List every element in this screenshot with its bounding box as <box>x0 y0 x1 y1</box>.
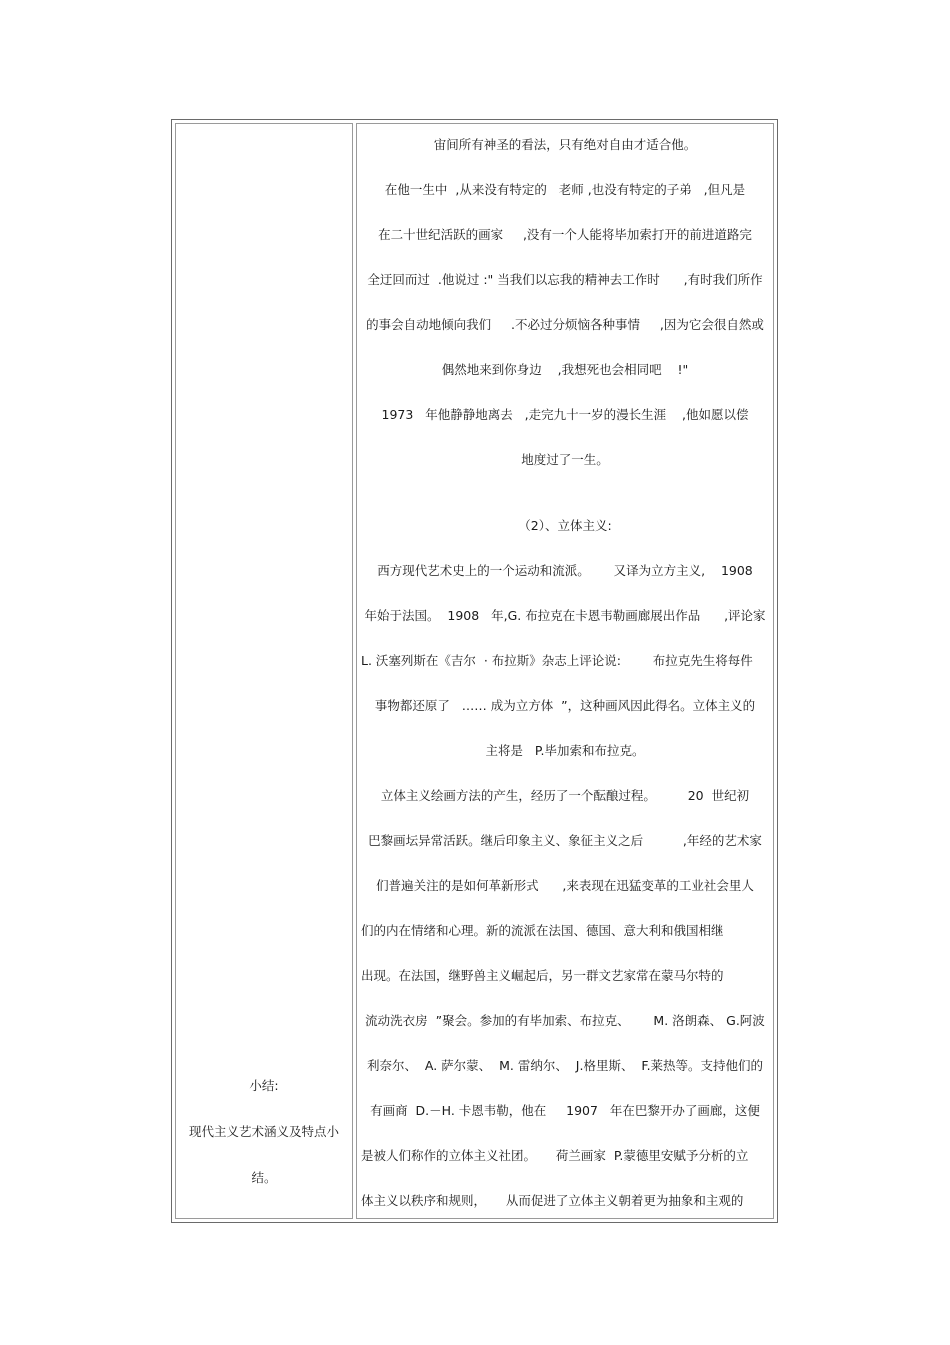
text-line: L. 沃塞列斯在《吉尔 · 布拉斯》杂志上评论说: 布拉克先生将每件 <box>361 653 753 668</box>
text-line: 体主义以秩序和规则， 从而促进了立体主义朝着更为抽象和主观的 <box>361 1193 744 1208</box>
text-line: 西方现代艺术史上的一个运动和流派。 又译为立方主义, 1908 <box>377 563 753 578</box>
section-heading: （2）、立体主义: <box>518 518 612 533</box>
text-line: 事物都还原了 …… 成为立方体 ”，这种画风因此得名。立体主义的 <box>374 698 756 713</box>
text-line: 全迂回而过 .他说过 :" 当我们以忘我的精神去工作时 ,有时我们所作 <box>367 272 763 287</box>
summary-cell <box>175 123 353 1219</box>
summary-text-line-2: 结。 <box>251 1170 277 1185</box>
text-line: 出现。在法国，继野兽主义崛起后，另一群文艺家常在蒙马尔特的 <box>361 968 724 983</box>
text-line: 有画商 D.－H. 卡恩韦勒，他在 1907 年在巴黎开办了画廊，这便 <box>370 1103 760 1118</box>
summary-text-line-1: 现代主义艺术涵义及特点小 <box>188 1124 339 1139</box>
text-line: 巴黎画坛异常活跃。继后印象主义、象征主义之后 ,年经的艺术家 <box>368 833 762 848</box>
text-line: 利奈尔、 A. 萨尔蒙、 M. 雷纳尔、 J.格里斯、 F.莱热等。支持他们的 <box>366 1058 764 1073</box>
summary-title: 小结: <box>249 1078 279 1093</box>
text-line: 们普遍关注的是如何革新形式 ,来表现在迅猛变革的工业社会里人 <box>376 878 754 893</box>
text-line: 主将是 P.毕加索和布拉克。 <box>485 743 645 758</box>
text-line: 立体主义绘画方法的产生，经历了一个酝酿过程。 20 世纪初 <box>380 788 750 803</box>
text-line: 的事会自动地倾向我们 .不必过分烦恼各种事情 ,因为它会很自然或 <box>366 317 764 332</box>
text-line: 在他一生中 ,从来没有特定的 老师 ,也没有特定的子弟 ,但凡是 <box>384 182 746 197</box>
lesson-table <box>171 119 778 1223</box>
content-cell <box>356 123 774 1219</box>
text-line: 宙间所有神圣的看法，只有绝对自由才适合他。 <box>433 137 697 152</box>
text-line: 们的内在情绪和心理。新的流派在法国、德国、意大利和俄国相继 <box>361 923 724 938</box>
text-line: 1973 年他静静地离去 ,走完九十一岁的漫长生涯 ,他如愿以偿 <box>381 407 749 422</box>
text-line: 地度过了一生。 <box>521 452 609 467</box>
text-line: 在二十世纪活跃的画家 ,没有一个人能将毕加索打开的前进道路完 <box>378 227 752 242</box>
text-line: 偶然地来到你身边 ,我想死也会相同吧 !" <box>441 362 689 377</box>
text-line: 流动洗衣房 ”聚会。参加的有毕加索、布拉克、 M. 洛朗森、 G.阿波 <box>365 1013 765 1028</box>
text-line: 是被人们称作的立体主义社团。 荷兰画家 P.蒙德里安赋予分析的立 <box>361 1148 749 1163</box>
text-line: 年始于法国。 1908 年,G. 布拉克在卡恩韦勒画廊展出作品 ,评论家 <box>364 608 766 623</box>
